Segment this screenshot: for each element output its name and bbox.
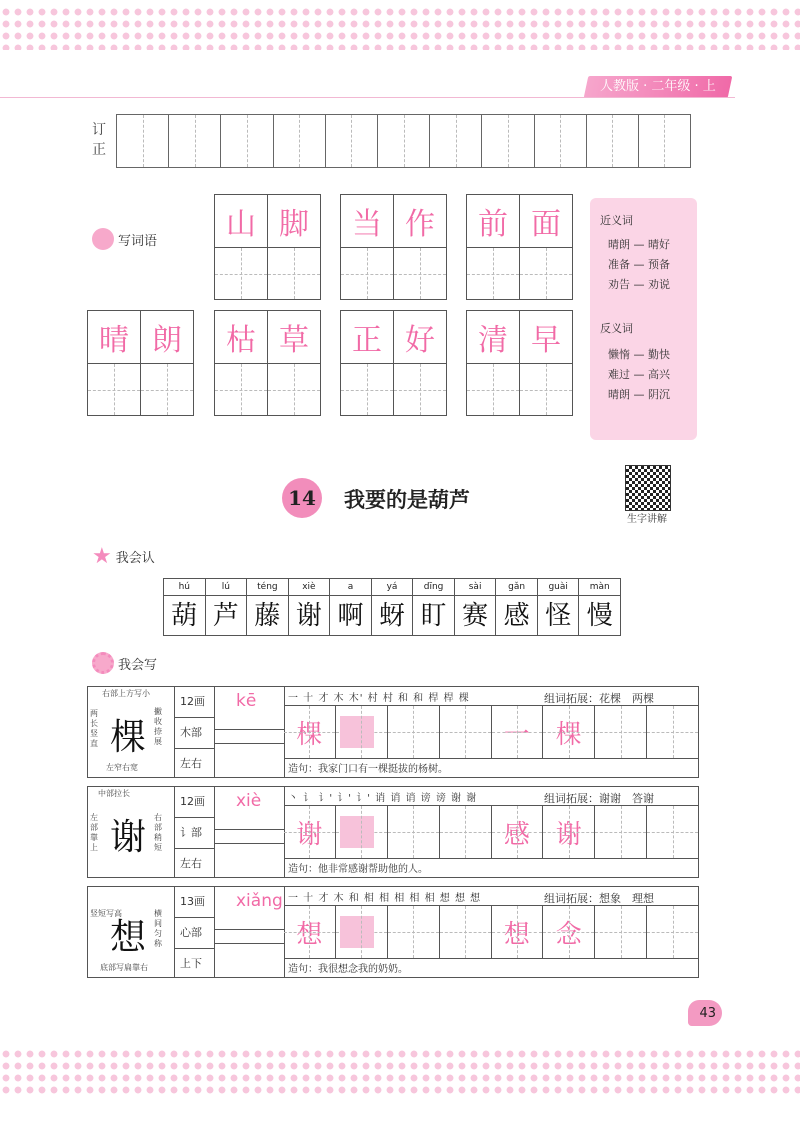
stroke-order: 丶 讠 讠' 讠' 讠' 诮 诮 诮 谤 谤 谢 谢 <box>288 793 478 804</box>
recognize-pinyin: dīng <box>413 579 454 596</box>
practice-char: 谢 <box>296 819 323 850</box>
recognize-char: 赛 <box>462 601 489 631</box>
recognize-pinyin: xiè <box>289 579 330 596</box>
word-cell[interactable] <box>268 195 320 299</box>
word-box[interactable] <box>340 310 447 416</box>
word-char: 正 <box>341 311 393 364</box>
writing-tip: 底部写扁靠右 <box>100 963 148 972</box>
correction-grid[interactable] <box>116 114 691 168</box>
recognize-char: 怪 <box>545 601 572 631</box>
word-cell[interactable] <box>467 311 520 415</box>
practice-cell[interactable] <box>336 706 388 758</box>
practice-cell[interactable] <box>388 806 440 858</box>
practice-cell[interactable] <box>543 906 595 958</box>
word-char: 当 <box>341 195 393 248</box>
practice-cell[interactable] <box>520 248 572 299</box>
recognize-pinyin: sài <box>455 579 496 596</box>
pinyin-box <box>214 887 285 977</box>
pinyin-text: xiè <box>236 791 262 811</box>
writing-tip: 竖短写高 <box>90 909 122 918</box>
practice-cell[interactable] <box>520 364 572 415</box>
qr-code-icon[interactable] <box>625 465 671 511</box>
recognize-pinyin: hú <box>164 579 205 596</box>
word-box[interactable] <box>466 194 573 300</box>
trace-block <box>340 916 374 948</box>
write-block <box>87 886 699 978</box>
sun-icon <box>92 652 114 674</box>
practice-cell[interactable] <box>336 906 388 958</box>
write-heading <box>92 652 157 674</box>
practice-char: 谢 <box>555 819 582 850</box>
writing-tip: 右部上方写小 <box>102 689 150 698</box>
practice-char: 感 <box>503 819 530 850</box>
recognize-pinyin: lú <box>206 579 247 596</box>
word-char: 草 <box>268 311 320 364</box>
word-cell[interactable] <box>394 311 446 415</box>
word-char: 枯 <box>215 311 267 364</box>
practice-cell[interactable] <box>341 364 393 415</box>
word-extension: 组词拓展：想象 理想 <box>544 892 654 905</box>
practice-cell[interactable] <box>268 364 320 415</box>
practice-cell[interactable] <box>647 706 698 758</box>
write-label: 我会写 <box>118 657 158 673</box>
practice-char: 棵 <box>296 719 323 750</box>
recognize-cell <box>206 579 248 635</box>
recognize-cell <box>164 579 206 635</box>
recognize-label: 我会认 <box>115 551 155 566</box>
writing-tip: 两长竖直 <box>90 709 98 748</box>
recognize-cell <box>413 579 455 635</box>
pinyin-text: xiǎng <box>236 891 283 911</box>
practice-cell[interactable] <box>215 364 267 415</box>
correction-label: 订正 <box>92 122 106 158</box>
practice-char: 念 <box>555 919 582 950</box>
practice-char: 一 <box>503 719 530 750</box>
antonym-item: 懒惰 — 勤快 <box>608 348 670 361</box>
practice-cell[interactable] <box>284 906 336 958</box>
word-char: 脚 <box>268 195 320 248</box>
lesson-title: 我要的是葫芦 <box>344 487 470 512</box>
practice-grid[interactable] <box>284 805 698 859</box>
char-guide <box>88 787 175 877</box>
practice-cell[interactable] <box>88 364 140 415</box>
write-words-heading <box>92 228 157 250</box>
trace-block <box>340 816 374 848</box>
word-box[interactable] <box>340 194 447 300</box>
word-char: 山 <box>215 195 267 248</box>
recognize-cell <box>289 579 331 635</box>
radical: 讠部 <box>174 818 214 849</box>
radical: 心部 <box>174 918 214 949</box>
recognize-char: 谢 <box>295 601 322 631</box>
word-cell[interactable] <box>268 311 320 415</box>
practice-cell[interactable] <box>492 806 544 858</box>
char-guide <box>88 887 175 977</box>
example-sentence: 造句：我家门口有一棵挺拔的杨树。 <box>288 764 448 775</box>
word-cell[interactable] <box>215 195 268 299</box>
writing-tip: 横间匀称 <box>154 909 162 948</box>
practice-cell[interactable] <box>543 706 595 758</box>
word-box[interactable] <box>214 194 321 300</box>
word-char: 面 <box>520 195 572 248</box>
word-char: 早 <box>520 311 572 364</box>
structure: 左右 <box>180 757 202 770</box>
practice-grid[interactable] <box>284 705 698 759</box>
model-char: 棵 <box>110 717 147 758</box>
model-char: 想 <box>110 917 147 958</box>
practice-cell[interactable] <box>647 806 698 858</box>
antonym-item: 晴朗 — 阴沉 <box>608 388 670 401</box>
bubble-icon <box>92 228 114 250</box>
write-block <box>87 786 699 878</box>
practice-cell[interactable] <box>388 706 440 758</box>
recognize-pinyin: téng <box>247 579 288 596</box>
practice-cell[interactable] <box>141 364 193 415</box>
char-info <box>174 787 215 877</box>
header-divider <box>0 97 735 98</box>
writing-tip: 中部拉长 <box>98 789 130 798</box>
recognize-char: 蚜 <box>379 601 406 631</box>
recognize-cell <box>538 579 580 635</box>
practice-cell[interactable] <box>336 806 388 858</box>
word-char: 清 <box>467 311 519 364</box>
antonyms-title: 反义词 <box>600 322 633 335</box>
practice-cell[interactable] <box>388 906 440 958</box>
practice-cell[interactable] <box>341 248 393 299</box>
word-char: 作 <box>394 195 446 248</box>
recognize-pinyin: màn <box>579 579 620 596</box>
practice-char: 想 <box>296 919 323 950</box>
practice-char: 棵 <box>555 719 582 750</box>
edition-text: 人教版 · 二年级 · 上 <box>600 79 716 94</box>
word-cell[interactable] <box>520 195 572 299</box>
word-cell[interactable] <box>141 311 193 415</box>
stroke-order: 一 十 才 木 和 相 相 相 相 相 想 想 想 <box>288 893 482 904</box>
writing-tip: 左部靠上 <box>90 813 98 852</box>
recognize-pinyin: gǎn <box>496 579 537 596</box>
recognize-cell <box>330 579 372 635</box>
dot-pattern-bottom <box>0 1048 800 1094</box>
practice-cell[interactable] <box>595 706 647 758</box>
trace-block <box>340 716 374 748</box>
dot-pattern-top <box>0 6 800 50</box>
recognize-cell <box>247 579 289 635</box>
practice-cell[interactable] <box>394 364 446 415</box>
qr-label: 生字讲解 <box>627 514 667 525</box>
pinyin-box <box>214 687 285 777</box>
word-box[interactable] <box>214 310 321 416</box>
practice-cell[interactable] <box>394 248 446 299</box>
write-words-label: 写词语 <box>118 233 158 249</box>
recognize-cell <box>496 579 538 635</box>
practice-cell[interactable] <box>440 906 492 958</box>
example-sentence: 造句：我很想念我的奶奶。 <box>288 964 408 975</box>
word-cell[interactable] <box>341 195 394 299</box>
antonym-item: 难过 — 高兴 <box>608 368 670 381</box>
synonym-item: 晴朗 — 晴好 <box>608 238 670 251</box>
writing-tip: 左窄右宽 <box>106 763 138 772</box>
structure: 上下 <box>180 957 202 970</box>
practice-cell[interactable] <box>284 706 336 758</box>
practice-cell[interactable] <box>215 248 267 299</box>
recognize-heading <box>92 544 155 569</box>
word-char: 好 <box>394 311 446 364</box>
char-guide <box>88 687 175 777</box>
write-block <box>87 686 699 778</box>
word-cell[interactable] <box>88 311 141 415</box>
word-cell[interactable] <box>467 195 520 299</box>
writing-tip: 撇收捺展 <box>154 707 162 746</box>
recognize-char: 葫 <box>171 601 198 631</box>
recognize-cell <box>455 579 497 635</box>
word-char: 晴 <box>88 311 140 364</box>
recognize-char: 盯 <box>420 601 447 631</box>
synonyms-title: 近义词 <box>600 214 633 227</box>
word-extension: 组词拓展：花棵 两棵 <box>544 692 654 705</box>
writing-tip: 右部稍短 <box>154 813 162 852</box>
word-char: 朗 <box>141 311 193 364</box>
recognize-table <box>163 578 621 636</box>
word-cell[interactable] <box>520 311 572 415</box>
char-info <box>174 687 215 777</box>
stroke-count: 13画 <box>174 887 214 918</box>
practice-cell[interactable] <box>284 806 336 858</box>
practice-cell[interactable] <box>440 706 492 758</box>
practice-cell[interactable] <box>492 706 544 758</box>
pinyin-text: kē <box>236 691 257 711</box>
page-number: 43 <box>688 1000 722 1026</box>
word-box[interactable] <box>466 310 573 416</box>
practice-cell[interactable] <box>543 806 595 858</box>
edition-banner <box>584 76 732 98</box>
char-info <box>174 887 215 977</box>
word-cell[interactable] <box>394 195 446 299</box>
recognize-char: 感 <box>503 601 530 631</box>
radical: 木部 <box>174 718 214 749</box>
lesson-number: 14 <box>282 478 322 518</box>
word-panel <box>590 198 697 440</box>
word-box[interactable] <box>87 310 194 416</box>
recognize-cell <box>372 579 414 635</box>
practice-char: 想 <box>503 919 530 950</box>
practice-cell[interactable] <box>467 248 519 299</box>
stroke-order: 一 十 才 木 木' 村 村 和 和 桿 桿 棵 <box>288 693 470 704</box>
recognize-char: 芦 <box>212 601 239 631</box>
recognize-pinyin: guài <box>538 579 579 596</box>
synonym-item: 劝告 — 劝说 <box>608 278 670 291</box>
word-extension: 组词拓展：谢谢 答谢 <box>544 792 654 805</box>
practice-cell[interactable] <box>647 906 698 958</box>
recognize-char: 慢 <box>586 601 613 631</box>
synonym-item: 准备 — 预备 <box>608 258 670 271</box>
recognize-pinyin: a <box>330 579 371 596</box>
practice-cell[interactable] <box>268 248 320 299</box>
recognize-char: 啊 <box>337 601 364 631</box>
recognize-cell <box>579 579 620 635</box>
model-char: 谢 <box>110 817 147 858</box>
recognize-char: 藤 <box>254 601 281 631</box>
pinyin-box <box>214 787 285 877</box>
stroke-count: 12画 <box>174 687 214 718</box>
practice-cell[interactable] <box>595 906 647 958</box>
practice-grid[interactable] <box>284 905 698 959</box>
star-icon: ★ <box>92 544 112 569</box>
practice-cell[interactable] <box>492 906 544 958</box>
word-cell[interactable] <box>341 311 394 415</box>
practice-cell[interactable] <box>467 364 519 415</box>
stroke-count: 12画 <box>174 787 214 818</box>
practice-cell[interactable] <box>440 806 492 858</box>
recognize-pinyin: yá <box>372 579 413 596</box>
word-char: 前 <box>467 195 519 248</box>
word-cell[interactable] <box>215 311 268 415</box>
example-sentence: 造句：他非常感谢帮助他的人。 <box>288 864 428 875</box>
practice-cell[interactable] <box>595 806 647 858</box>
structure: 左右 <box>180 857 202 870</box>
